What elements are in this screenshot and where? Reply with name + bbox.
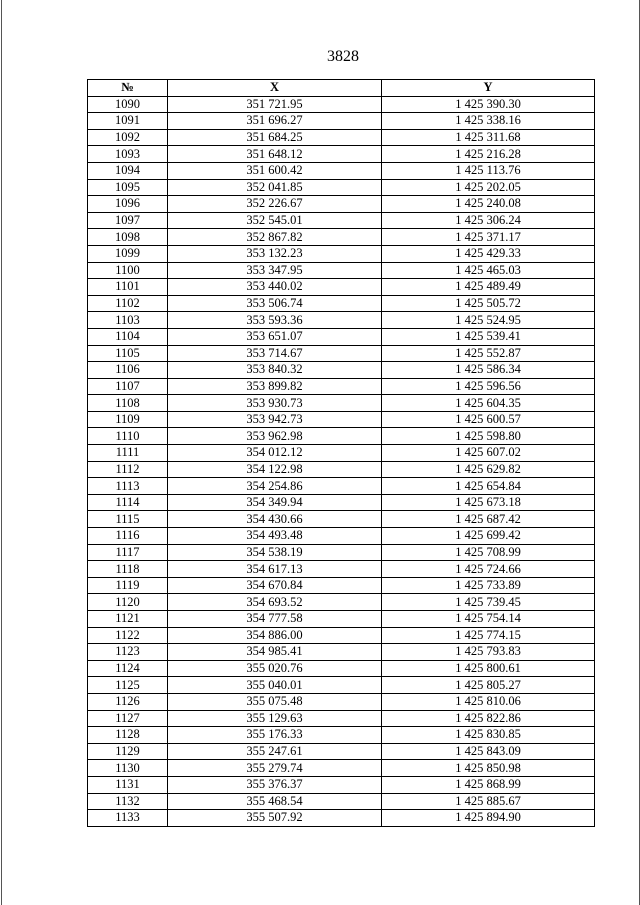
cell-number: 1108 [88, 395, 168, 412]
cell-y: 1 425 306.24 [382, 212, 595, 229]
cell-x: 355 279.74 [168, 760, 382, 777]
cell-number: 1105 [88, 345, 168, 362]
table-row [88, 511, 595, 528]
cell-y: 1 425 505.72 [382, 295, 595, 312]
cell-x: 354 493.48 [168, 528, 382, 545]
coordinates-table [87, 79, 595, 827]
cell-y: 1 425 724.66 [382, 561, 595, 578]
cell-x: 355 376.37 [168, 776, 382, 793]
table-row [88, 212, 595, 229]
cell-x: 354 777.58 [168, 611, 382, 628]
cell-x: 353 942.73 [168, 411, 382, 428]
table-row [88, 461, 595, 478]
cell-y: 1 425 774.15 [382, 627, 595, 644]
cell-number: 1133 [88, 810, 168, 827]
cell-x: 354 617.13 [168, 561, 382, 578]
cell-y: 1 425 216.28 [382, 146, 595, 163]
cell-y: 1 425 489.49 [382, 279, 595, 296]
table-row [88, 146, 595, 163]
cell-y: 1 425 552.87 [382, 345, 595, 362]
cell-number: 1093 [88, 146, 168, 163]
table-row [88, 262, 595, 279]
cell-number: 1123 [88, 644, 168, 661]
cell-y: 1 425 885.67 [382, 793, 595, 810]
table-row [88, 577, 595, 594]
cell-x: 352 867.82 [168, 229, 382, 246]
cell-y: 1 425 539.41 [382, 328, 595, 345]
cell-number: 1110 [88, 428, 168, 445]
cell-y: 1 425 810.06 [382, 693, 595, 710]
table-row [88, 378, 595, 395]
cell-number: 1101 [88, 279, 168, 296]
table-row [88, 494, 595, 511]
cell-x: 353 840.32 [168, 362, 382, 379]
table-row [88, 677, 595, 694]
header-row [88, 80, 595, 97]
table-row [88, 129, 595, 146]
table-row [88, 196, 595, 213]
cell-x: 355 247.61 [168, 743, 382, 760]
cell-number: 1117 [88, 544, 168, 561]
cell-y: 1 425 629.82 [382, 461, 595, 478]
cell-y: 1 425 338.16 [382, 113, 595, 130]
cell-number: 1092 [88, 129, 168, 146]
cell-number: 1132 [88, 793, 168, 810]
cell-number: 1112 [88, 461, 168, 478]
cell-x: 354 122.98 [168, 461, 382, 478]
cell-number: 1102 [88, 295, 168, 312]
cell-x: 351 600.42 [168, 162, 382, 179]
cell-x: 355 507.92 [168, 810, 382, 827]
cell-x: 351 721.95 [168, 96, 382, 113]
cell-y: 1 425 311.68 [382, 129, 595, 146]
cell-number: 1104 [88, 328, 168, 345]
table-row [88, 328, 595, 345]
cell-number: 1114 [88, 494, 168, 511]
cell-x: 353 593.36 [168, 312, 382, 329]
table-row [88, 179, 595, 196]
table-row [88, 345, 595, 362]
table-row [88, 644, 595, 661]
table-row [88, 96, 595, 113]
page-number: 3828 [327, 48, 359, 65]
cell-x: 351 696.27 [168, 113, 382, 130]
table-row [88, 743, 595, 760]
cell-x: 355 075.48 [168, 693, 382, 710]
cell-number: 1122 [88, 627, 168, 644]
cell-y: 1 425 654.84 [382, 478, 595, 495]
cell-y: 1 425 894.90 [382, 810, 595, 827]
table-row [88, 544, 595, 561]
cell-x: 354 670.84 [168, 577, 382, 594]
table-row [88, 528, 595, 545]
table-row [88, 245, 595, 262]
cell-x: 354 012.12 [168, 445, 382, 462]
cell-number: 1115 [88, 511, 168, 528]
cell-x: 351 684.25 [168, 129, 382, 146]
cell-x: 354 538.19 [168, 544, 382, 561]
table-row [88, 445, 595, 462]
cell-x: 352 041.85 [168, 179, 382, 196]
cell-y: 1 425 390.30 [382, 96, 595, 113]
cell-number: 1100 [88, 262, 168, 279]
cell-y: 1 425 524.95 [382, 312, 595, 329]
cell-x: 352 545.01 [168, 212, 382, 229]
table-row [88, 478, 595, 495]
cell-x: 353 347.95 [168, 262, 382, 279]
cell-number: 1119 [88, 577, 168, 594]
cell-x: 353 132.23 [168, 245, 382, 262]
table-row [88, 776, 595, 793]
table-row [88, 312, 595, 329]
table-row [88, 760, 595, 777]
table-header [88, 80, 595, 97]
table-row [88, 793, 595, 810]
table-row [88, 279, 595, 296]
cell-y: 1 425 596.56 [382, 378, 595, 395]
table-row [88, 295, 595, 312]
cell-number: 1091 [88, 113, 168, 130]
cell-y: 1 425 800.61 [382, 660, 595, 677]
cell-number: 1125 [88, 677, 168, 694]
cell-y: 1 425 708.99 [382, 544, 595, 561]
cell-number: 1116 [88, 528, 168, 545]
cell-y: 1 425 604.35 [382, 395, 595, 412]
cell-x: 353 714.67 [168, 345, 382, 362]
table-row [88, 810, 595, 827]
cell-x: 353 962.98 [168, 428, 382, 445]
table-row [88, 395, 595, 412]
table-row [88, 693, 595, 710]
cell-y: 1 425 607.02 [382, 445, 595, 462]
cell-number: 1109 [88, 411, 168, 428]
cell-x: 353 440.02 [168, 279, 382, 296]
cell-number: 1128 [88, 727, 168, 744]
cell-number: 1099 [88, 245, 168, 262]
table-row [88, 428, 595, 445]
cell-y: 1 425 687.42 [382, 511, 595, 528]
table-row [88, 611, 595, 628]
cell-x: 352 226.67 [168, 196, 382, 213]
cell-y: 1 425 586.34 [382, 362, 595, 379]
table-body [88, 96, 595, 826]
cell-number: 1130 [88, 760, 168, 777]
cell-y: 1 425 822.86 [382, 710, 595, 727]
cell-x: 354 349.94 [168, 494, 382, 511]
table-row [88, 411, 595, 428]
table-row [88, 727, 595, 744]
header-x: X [168, 80, 382, 97]
cell-number: 1120 [88, 594, 168, 611]
cell-y: 1 425 733.89 [382, 577, 595, 594]
cell-number: 1131 [88, 776, 168, 793]
cell-x: 353 506.74 [168, 295, 382, 312]
cell-x: 355 040.01 [168, 677, 382, 694]
cell-y: 1 425 830.85 [382, 727, 595, 744]
cell-x: 355 176.33 [168, 727, 382, 744]
cell-x: 354 985.41 [168, 644, 382, 661]
cell-number: 1111 [88, 445, 168, 462]
cell-x: 354 886.00 [168, 627, 382, 644]
table-row [88, 594, 595, 611]
cell-y: 1 425 843.09 [382, 743, 595, 760]
cell-number: 1090 [88, 96, 168, 113]
cell-x: 354 430.66 [168, 511, 382, 528]
cell-number: 1127 [88, 710, 168, 727]
cell-x: 353 930.73 [168, 395, 382, 412]
cell-y: 1 425 868.99 [382, 776, 595, 793]
cell-x: 353 899.82 [168, 378, 382, 395]
cell-y: 1 425 805.27 [382, 677, 595, 694]
cell-x: 353 651.07 [168, 328, 382, 345]
cell-number: 1118 [88, 561, 168, 578]
cell-x: 355 020.76 [168, 660, 382, 677]
header-y: Y [382, 80, 595, 97]
cell-number: 1124 [88, 660, 168, 677]
cell-number: 1129 [88, 743, 168, 760]
page-border-left [1, 0, 2, 905]
cell-x: 351 648.12 [168, 146, 382, 163]
table-row [88, 660, 595, 677]
table-row [88, 627, 595, 644]
cell-number: 1103 [88, 312, 168, 329]
table-row [88, 561, 595, 578]
cell-y: 1 425 699.42 [382, 528, 595, 545]
table-row [88, 362, 595, 379]
cell-number: 1106 [88, 362, 168, 379]
cell-number: 1113 [88, 478, 168, 495]
table-row [88, 162, 595, 179]
cell-x: 355 129.63 [168, 710, 382, 727]
table-row [88, 229, 595, 246]
cell-y: 1 425 600.57 [382, 411, 595, 428]
cell-y: 1 425 465.03 [382, 262, 595, 279]
cell-number: 1096 [88, 196, 168, 213]
cell-number: 1126 [88, 693, 168, 710]
cell-y: 1 425 793.83 [382, 644, 595, 661]
cell-y: 1 425 673.18 [382, 494, 595, 511]
cell-number: 1121 [88, 611, 168, 628]
cell-number: 1097 [88, 212, 168, 229]
cell-y: 1 425 850.98 [382, 760, 595, 777]
cell-number: 1098 [88, 229, 168, 246]
cell-y: 1 425 202.05 [382, 179, 595, 196]
cell-y: 1 425 598.80 [382, 428, 595, 445]
cell-number: 1094 [88, 162, 168, 179]
table-row [88, 710, 595, 727]
header-number: № [88, 80, 168, 97]
cell-y: 1 425 371.17 [382, 229, 595, 246]
cell-y: 1 425 429.33 [382, 245, 595, 262]
cell-y: 1 425 240.08 [382, 196, 595, 213]
cell-y: 1 425 113.76 [382, 162, 595, 179]
cell-x: 355 468.54 [168, 793, 382, 810]
cell-y: 1 425 754.14 [382, 611, 595, 628]
table-row [88, 113, 595, 130]
cell-x: 354 693.52 [168, 594, 382, 611]
cell-number: 1107 [88, 378, 168, 395]
cell-number: 1095 [88, 179, 168, 196]
cell-y: 1 425 739.45 [382, 594, 595, 611]
cell-x: 354 254.86 [168, 478, 382, 495]
